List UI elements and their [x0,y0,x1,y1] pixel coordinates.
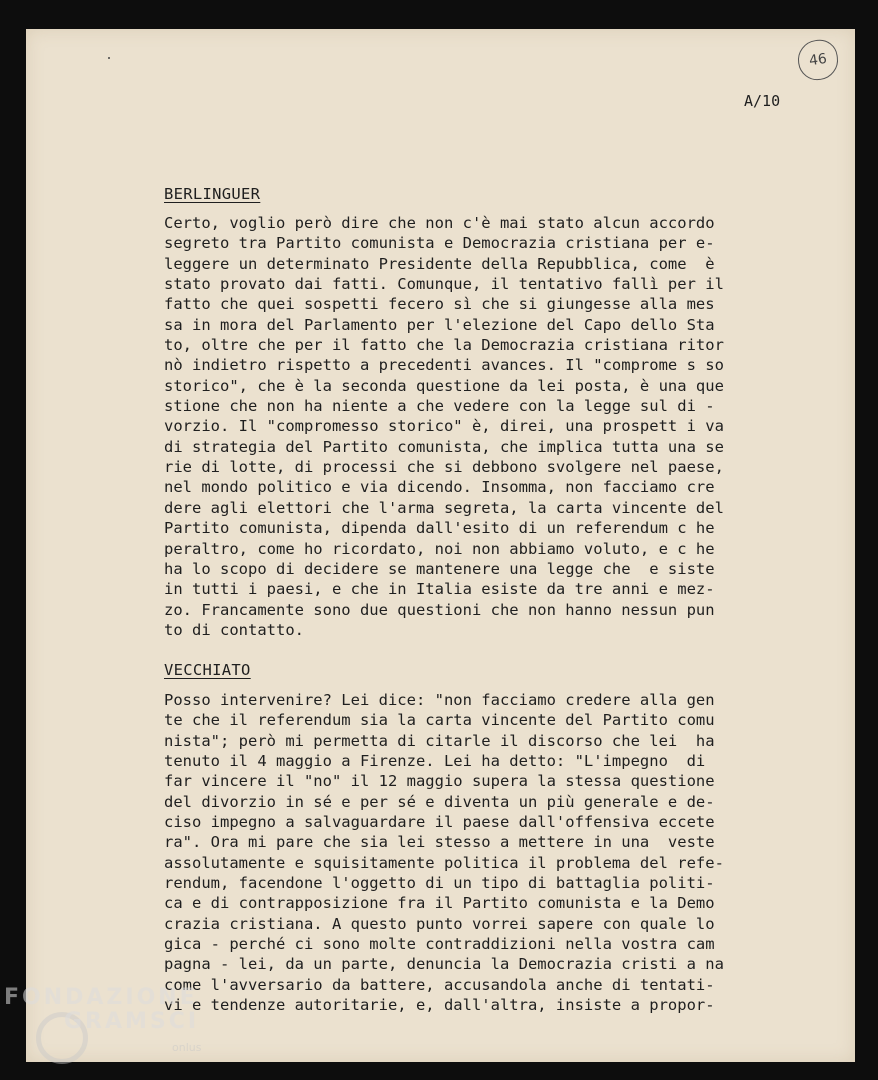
text-line: in tutti i paesi, e che in Italia esiste da tre anni e mez- [164,580,715,599]
watermark-line2: GRAMSCI [64,1009,200,1034]
watermark-line1: FONDAZIONE [4,985,198,1010]
speaker-heading: VECCHIATO [164,661,251,679]
text-line: nista"; però mi permetta di citarle il discorso che lei ha [164,731,715,750]
page-number-text: 46 [808,50,828,70]
text-line: tenuto il 4 maggio a Firenze. Lei ha detto: "L'impegno di [164,752,706,771]
text-line: stione che non ha niente a che vedere con la legge sul di - [164,397,715,416]
paper-speck [108,57,110,59]
text-line: leggere un determinato Presidente della Repubblica, come è [164,254,715,273]
text-line: Certo, voglio però dire che non c'è mai stato alcun accordo [164,214,715,232]
text-line: crazia cristiana. A questo punto vorrei sapere con quale lo [164,914,715,933]
text-line: to, oltre che per il fatto che la Democrazia cristiana ritor [164,336,724,355]
speech-paragraph [164,213,784,640]
text-line: pagna - lei, da un parte, denuncia la Democrazia cristi a na [164,955,724,974]
text-line: nò indietro rispetto a precedenti avances. Il "comprome s so [164,356,724,375]
text-line: stato provato dai fatti. Comunque, il tentativo fallì per il [164,275,724,294]
document-reference: A/10 [744,92,781,110]
text-line: vi e tendenze autoritarie, e, dall'altra, insiste a propor- [164,996,715,1015]
text-line: rie di lotte, di processi che si debbono svolgere nel paese, [164,458,724,477]
text-line: del divorzio in sé e per sé e diventa un più generale e de- [164,792,715,811]
watermark [4,986,201,1060]
text-line: segreto tra Partito comunista e Democrazia cristiana per e- [164,234,715,253]
text-line: vorzio. Il "compromesso storico" è, direi, una prospett i va [164,417,724,436]
text-line: fatto che quei sospetti fecero sì che si giungesse alla mes [164,295,715,314]
speech-paragraph [164,690,784,1016]
text-line: ra". Ora mi pare che sia lei stesso a mettere in una veste [164,833,715,852]
text-line: di strategia del Partito comunista, che implica tutta una se [164,437,724,456]
text-line: gica - perché ci sono molte contraddizioni nella vostra cam [164,935,715,954]
text-line: far vincere il "no" il 12 maggio supera la stessa questione [164,772,715,791]
text-line: sa in mora del Parlamento per l'elezione del Capo dello Sta [164,315,715,334]
text-line: rendum, facendone l'oggetto di un tipo di battaglia politi- [164,874,715,893]
text-line: Posso intervenire? Lei dice: "non facciamo credere alla gen [164,691,715,709]
text-line: ciso impegno a salvaguardare il paese dall'offensiva eccete [164,813,715,832]
text-line: assolutamente e squisitamente politica il problema del refe- [164,853,724,872]
text-line: te che il referendum sia la carta vincente del Partito comu [164,711,715,730]
text-line: storico", che è la seconda questione da lei posta, è una que [164,376,724,395]
text-line: nel mondo politico e via dicendo. Insomma, non facciamo cre [164,478,715,497]
text-line: Partito comunista, dipenda dall'esito di un referendum c he [164,519,715,538]
text-line: peraltro, come ho ricordato, noi non abbiamo voluto, e c he [164,539,715,558]
text-line: to di contatto. [164,620,304,639]
text-line: ca e di contrapposizione fra il Partito comunista e la Demo [164,894,715,913]
text-line: zo. Francamente sono due questioni che non hanno nessun pun [164,600,715,619]
speaker-heading: BERLINGUER [164,185,261,203]
text-line: dere agli elettori che l'arma segreta, la carta vincente del [164,498,724,517]
text-line: come l'avversario da battere, accusandola anche di tentati- [164,975,715,994]
text-line: ha lo scopo di decidere se mantenere una legge che e siste [164,559,715,578]
watermark-line3: onlus [172,1041,202,1054]
